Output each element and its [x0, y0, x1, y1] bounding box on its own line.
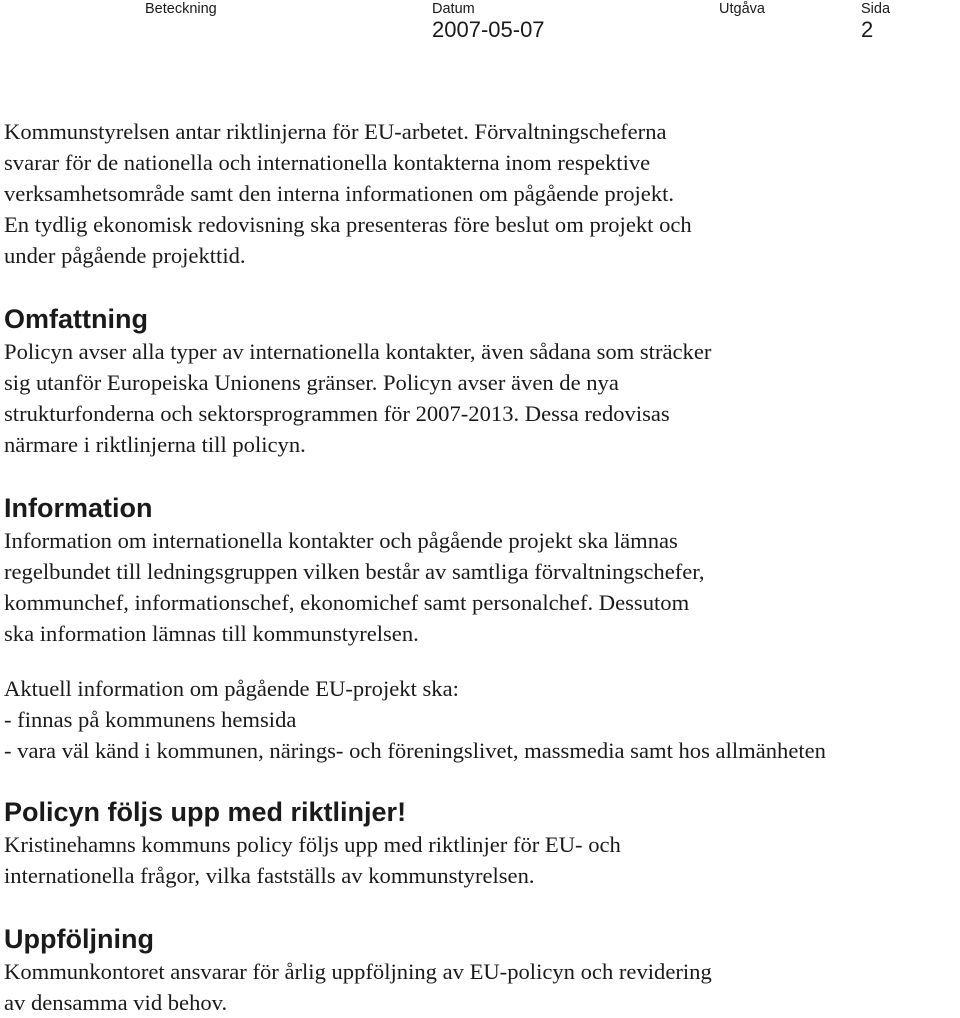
datum-value: 2007-05-07: [432, 17, 545, 42]
text-line: av densamma vid behov.: [4, 990, 228, 1015]
text-line: kommunchef, informationschef, ekonomichef samt personalchef. Dessutom: [4, 590, 690, 615]
text-line: Information om internationella kontakter och pågående projekt ska lämnas: [4, 528, 678, 553]
uppfoljning-paragraph: [4, 956, 960, 1018]
sida-value: 2: [861, 17, 874, 42]
document-body: [4, 116, 960, 1018]
text-line: Policyn avser alla typer av internationella kontakter, även sådana som sträcker: [4, 339, 712, 364]
document-header: [0, 0, 960, 48]
text-line: Aktuell information om pågående EU-projekt ska:: [4, 676, 459, 701]
text-line: internationella frågor, vilka fastställs av kommunstyrelsen.: [4, 863, 535, 888]
text-line: En tydlig ekonomisk redovisning ska presenteras före beslut om projekt och: [4, 212, 692, 237]
aktuell-information-list: [4, 673, 960, 766]
text-line: närmare i riktlinjerna till policyn.: [4, 432, 306, 457]
text-line: Kristinehamns kommuns policy följs upp med riktlinjer för EU- och: [4, 832, 621, 857]
intro-paragraph: [4, 116, 960, 271]
list-item: - vara väl känd i kommunen, närings- och föreningslivet, massmedia samt hos allmänheten: [4, 738, 826, 763]
text-line: Kommunkontoret ansvarar för årlig uppföljning av EU-policyn och revidering: [4, 959, 712, 984]
riktlinjer-heading: Policyn följs upp med riktlinjer!: [4, 797, 407, 827]
sida-label: Sida: [861, 1, 891, 17]
information-paragraph: [4, 525, 960, 649]
utgava-label: Utgåva: [719, 1, 765, 17]
datum-label: Datum: [432, 1, 475, 17]
uppfoljning-heading: Uppföljning: [4, 924, 154, 954]
omfattning-paragraph: [4, 336, 960, 460]
text-line: Kommunstyrelsen antar riktlinjerna för EU-arbetet. Förvaltningscheferna: [4, 119, 667, 144]
text-line: verksamhetsområde samt den interna informationen om pågående projekt.: [4, 181, 675, 206]
text-line: sig utanför Europeiska Unionens gränser. Policyn avser även de nya: [4, 370, 619, 395]
text-line: regelbundet till ledningsgruppen vilken består av samtliga förvaltningschefer,: [4, 559, 705, 584]
text-line: svarar för de nationella och internationella kontakterna inom respektive: [4, 150, 651, 175]
omfattning-heading: Omfattning: [4, 304, 148, 334]
list-item: - finnas på kommunens hemsida: [4, 707, 297, 732]
information-heading: Information: [4, 493, 153, 523]
riktlinjer-paragraph: [4, 829, 960, 891]
text-line: under pågående projekttid.: [4, 243, 246, 268]
text-line: ska information lämnas till kommunstyrelsen.: [4, 621, 419, 646]
text-line: strukturfonderna och sektorsprogrammen för 2007-2013. Dessa redovisas: [4, 401, 670, 426]
beteckning-label: Beteckning: [145, 1, 217, 17]
